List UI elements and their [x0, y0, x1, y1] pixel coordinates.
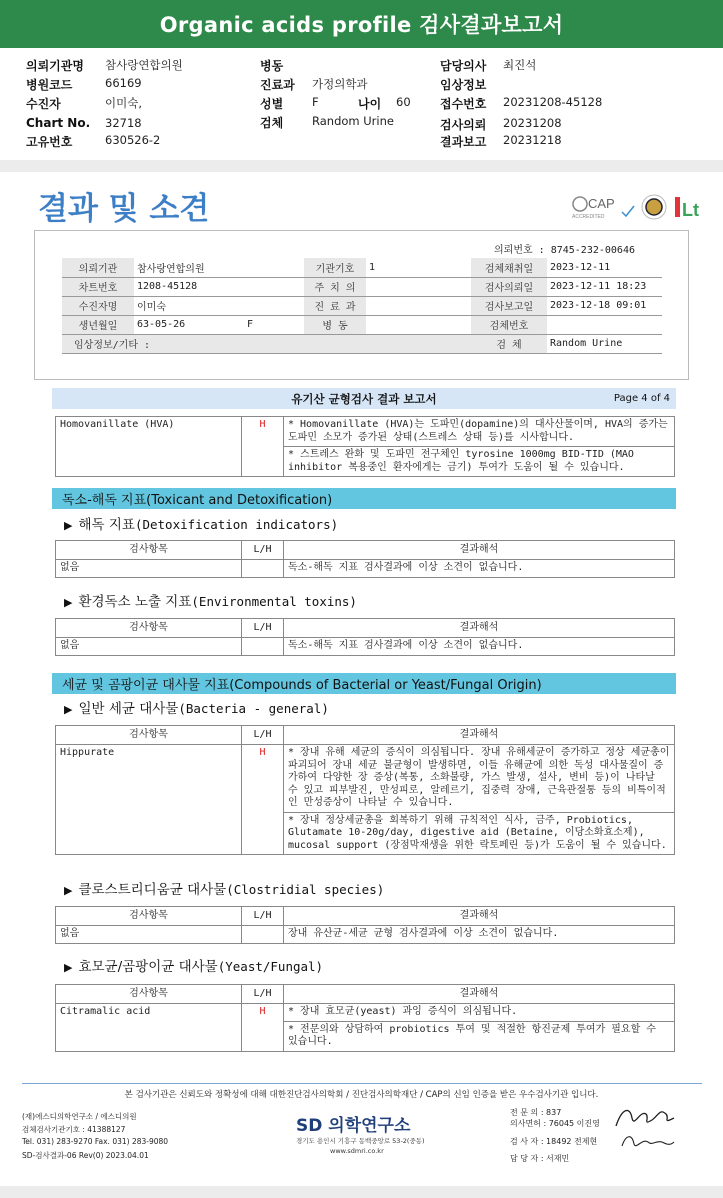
info-key: 생년월일 — [62, 315, 134, 334]
result-note: * Homovanillate (HVA)는 도파민(dopamine)의 대사산물이며, HVA의 증가는 도파민 소모가 증가된 상태(스트레스 상태 등)를 시사합니다. — [284, 417, 675, 447]
section-bar-bacterial: 세균 및 곰팡이균 대사물 지표(Compounds of Bacterial or Yeast/Fungal Origin) — [52, 673, 676, 694]
flag — [242, 638, 284, 656]
info-table — [62, 258, 662, 354]
subsection-title-en: (Bacteria - general) — [178, 701, 329, 716]
result-note: * 전문의와 상담하여 probiotics 투여 및 적절한 항진균제 투여가 필요할 수 있습니다. — [284, 1021, 675, 1051]
flag-high: H — [242, 1004, 284, 1052]
flag-high: H — [242, 417, 284, 477]
subsection-clostridial — [64, 878, 384, 898]
header-value: 20231208 — [503, 116, 562, 130]
report-title: Organic acids profile 검사결과보고서 — [159, 13, 564, 37]
info-key: 진 료 과 — [304, 296, 366, 315]
header-label: 진료과 — [260, 78, 295, 92]
result-table-general — [55, 725, 675, 855]
report-banner — [0, 0, 723, 48]
header-value: 66169 — [105, 76, 142, 90]
info-key: 검사보고일 — [471, 296, 547, 315]
subsection-yeast — [64, 955, 323, 975]
result-table-yeast — [55, 984, 675, 1052]
test-item: 없음 — [56, 926, 242, 944]
subsection-title-en: (Yeast/Fungal) — [217, 959, 324, 974]
table-header — [56, 907, 675, 926]
info-key: 의뢰기관 — [62, 258, 134, 277]
section-title: 결과 및 소견 — [38, 191, 210, 227]
info-key: 주 치 의 — [304, 277, 366, 296]
header-value: F — [312, 95, 319, 109]
lab-logo-text: Lt — [682, 200, 699, 220]
sd-logo: SD 의학연구소 — [296, 1116, 411, 1136]
info-key: 검 체 — [471, 334, 547, 353]
info-value: 참사랑연합의원 — [134, 258, 244, 277]
lab-address: 경기도 용인시 기흥구 동백중앙로 53-2(중동) — [296, 1137, 425, 1145]
table-header — [56, 619, 675, 638]
header-value: 32718 — [105, 116, 142, 130]
col-lh: L/H — [242, 726, 284, 745]
header-label: 접수번호 — [440, 97, 487, 111]
tester: 검 사 자 : 18492 전제현 — [510, 1137, 598, 1146]
flag — [242, 560, 284, 578]
header-label: 성별 — [260, 97, 284, 111]
table-row — [56, 926, 675, 944]
form-revision: SD-검사결과-06 Rev(0) 2023.04.01 — [22, 1151, 149, 1160]
header-value: 참사랑연합의원 — [105, 58, 183, 72]
test-item: 없음 — [56, 560, 242, 578]
header-value: 20231208-45128 — [503, 95, 603, 109]
header-label: Chart No. — [26, 116, 91, 130]
col-item: 검사항목 — [56, 619, 242, 638]
cap-logo-text: CAP — [588, 196, 615, 211]
table-row — [56, 745, 675, 813]
triangle-icon: ▶ — [64, 884, 73, 897]
header-value: 20231218 — [503, 133, 562, 147]
header-label: 병동 — [260, 59, 284, 73]
info-key: 검체채취일 — [471, 258, 547, 277]
col-lh: L/H — [242, 907, 284, 926]
col-result: 결과해석 — [284, 907, 675, 926]
page-indicator: Page 4 of 4 — [613, 393, 670, 404]
header-value: Random Urine — [312, 114, 394, 128]
footer-divider — [22, 1083, 702, 1084]
info-row — [62, 277, 662, 296]
info-value — [244, 296, 304, 315]
info-value: 2023-12-18 09:01 — [547, 296, 662, 315]
subsection-detox — [64, 513, 338, 533]
col-result: 결과해석 — [284, 541, 675, 560]
info-key: 기관기호 — [304, 258, 366, 277]
info-row — [62, 315, 662, 334]
subsection-title-en: (Detoxification indicators) — [134, 517, 339, 532]
check-icon — [622, 206, 634, 216]
info-key: 검사의뢰일 — [471, 277, 547, 296]
info-key: 차트번호 — [62, 277, 134, 296]
seal-inner-icon — [646, 199, 662, 215]
flag-high: H — [242, 745, 284, 855]
result-table-clostridial — [55, 906, 675, 944]
header-value: 가정의학과 — [312, 77, 368, 91]
header-label: 검체 — [260, 116, 284, 130]
header-value: 최진석 — [503, 58, 537, 72]
certification-note: 본 검사기관은 신뢰도와 정확성에 대해 대한진단검사의학회 / 진단검사의학재단 / CAP의 신임 인증을 받은 우수검사기관 입니다. — [124, 1090, 599, 1100]
info-value: F — [244, 315, 304, 334]
col-result: 결과해석 — [284, 985, 675, 1004]
staff-in-charge: 담 당 자 : 서재민 — [510, 1154, 570, 1163]
info-value — [244, 258, 304, 277]
subsection-title: 환경독소 노출 지표 — [78, 594, 192, 610]
info-key: 병 동 — [304, 315, 366, 334]
info-value: 1 — [366, 258, 471, 277]
request-number: 의뢰번호 : 8745-232-00646 — [494, 245, 635, 256]
col-lh: L/H — [242, 619, 284, 638]
table-header — [56, 726, 675, 745]
test-item: Hippurate — [56, 745, 242, 855]
info-value: 1208-45128 — [134, 277, 244, 296]
header-label: 담당의사 — [440, 59, 487, 73]
header-value: 630526-2 — [105, 133, 161, 147]
table-row — [56, 1004, 675, 1022]
lab-website: www.sdmri.co.kr — [330, 1147, 384, 1155]
info-value — [366, 277, 471, 296]
header-label: 고유번호 — [26, 135, 73, 149]
lab-name: (재)에스디의학연구소 / 에스디의원 — [22, 1112, 137, 1121]
col-lh: L/H — [242, 985, 284, 1004]
report-title-bar — [52, 388, 676, 409]
cap-logo-icon — [573, 197, 587, 211]
header-label: 검사의뢰 — [440, 118, 487, 132]
result-note: * 장내 효모균(yeast) 과잉 증식이 의심됩니다. — [284, 1004, 675, 1022]
col-lh: L/H — [242, 541, 284, 560]
info-value — [366, 315, 471, 334]
result-note: 장내 유산균-세균 균형 검사결과에 이상 소견이 없습니다. — [284, 926, 675, 944]
table-header — [56, 985, 675, 1004]
info-value — [244, 277, 304, 296]
header-value: 이미숙, — [105, 96, 142, 110]
section-bar-toxicant: 독소-해독 지표(Toxicant and Detoxification) — [52, 488, 676, 509]
col-item: 검사항목 — [56, 907, 242, 926]
info-value: 2023-12-11 18:23 — [547, 277, 662, 296]
result-table-env — [55, 618, 675, 656]
subsection-title: 일반 세균 대사물 — [78, 701, 179, 717]
header-label: 의뢰기관명 — [26, 59, 84, 73]
info-value: 이미숙 — [134, 296, 244, 315]
signature-2-icon — [612, 1128, 680, 1156]
lab-code: 검체검사기관기호 : 41388127 — [22, 1125, 126, 1134]
info-key: 수진자명 — [62, 296, 134, 315]
report-subtitle: 유기산 균형검사 결과 보고서 — [291, 391, 437, 406]
col-result: 결과해석 — [284, 726, 675, 745]
col-item: 검사항목 — [56, 985, 242, 1004]
header-label: 병원코드 — [26, 78, 73, 92]
cap-logo-sub: ACCREDITED — [572, 214, 605, 220]
triangle-icon: ▶ — [64, 596, 73, 609]
subsection-general — [64, 697, 329, 717]
result-note: * 장내 정상세균총을 회복하기 위해 규칙적인 식사, 금주, Probiotics, Glutamate 10-20g/day, digestive aid (Betaine, 이당소화효소제), mucosal support (장점막재생을 위한 락토페린 등)가 도움이 될 수 있습니다. — [284, 812, 675, 855]
table-row — [56, 638, 675, 656]
result-table-detox — [55, 540, 675, 578]
accreditation-logos — [570, 190, 720, 224]
table-row — [56, 417, 675, 447]
result-note: * 스트레스 완화 및 도파민 전구체인 tyrosine 1000mg BID-TID (MAO inhibitor 복용중인 환자에게는 금기) 투여가 도움이 될 수 있습니다. — [284, 447, 675, 477]
test-item: Homovanillate (HVA) — [56, 417, 242, 477]
info-row — [62, 258, 662, 277]
result-note: 독소-해독 지표 검사결과에 이상 소견이 없습니다. — [284, 560, 675, 578]
info-key: 검체번호 — [471, 315, 547, 334]
test-item: 없음 — [56, 638, 242, 656]
result-note: 독소-해독 지표 검사결과에 이상 소견이 없습니다. — [284, 638, 675, 656]
info-value — [547, 315, 662, 334]
header-label: 나이 — [358, 97, 382, 111]
subsection-title: 해독 지표 — [78, 517, 135, 533]
test-item: Citramalic acid — [56, 1004, 242, 1052]
info-row — [62, 334, 662, 353]
table-header — [56, 541, 675, 560]
col-item: 검사항목 — [56, 726, 242, 745]
lab-contact: Tel. 031) 283-9270 Fax. 031) 283-9080 — [22, 1137, 169, 1146]
result-table-hva — [55, 416, 675, 477]
info-row — [62, 296, 662, 315]
header-label: 임상정보 — [440, 78, 487, 92]
col-item: 검사항목 — [56, 541, 242, 560]
info-value: 63-05-26 — [134, 315, 244, 334]
header-value: 60 — [396, 95, 411, 109]
col-result: 결과해석 — [284, 619, 675, 638]
subsection-title-en: (Environmental toxins) — [191, 594, 357, 609]
specimen-value: Random Urine — [547, 334, 662, 353]
header-label: 결과보고 — [440, 135, 487, 149]
info-value: 2023-12-11 — [547, 258, 662, 277]
info-value — [366, 296, 471, 315]
license: 의사면허 : 76045 이진영 — [510, 1119, 600, 1128]
header-label: 수진자 — [26, 97, 61, 111]
flag — [242, 926, 284, 944]
subsection-title: 효모균/곰팡이균 대사물 — [78, 959, 218, 975]
specialist: 전 문 의 : 837 — [510, 1108, 562, 1117]
lab-logo-bar-icon — [675, 197, 680, 217]
subsection-env — [64, 590, 357, 610]
triangle-icon: ▶ — [64, 961, 73, 974]
triangle-icon: ▶ — [64, 519, 73, 532]
clinical-info-label: 임상정보/기타 : — [62, 334, 471, 353]
table-row — [56, 560, 675, 578]
result-note: * 장내 유해 세균의 증식이 의심됩니다. 장내 유해세균이 증가하고 정상 세균총이 파괴되어 장내 세균 불균형이 발생하면, 이들 유해균에 의한 독성 대사물질이 증가하여 다양한 장 증상(복통, 소화불량, 가스 발생, 설사, 변비 등)이 나타날 수 있고 피부발진, 만성피로, 알레르기, 집중력 장애, 근육관절통 등의 비특이적인 만성증상이 나타날 수 있습니다. — [284, 745, 675, 813]
subsection-title: 클로스트리디움균 대사물 — [78, 882, 227, 898]
triangle-icon: ▶ — [64, 703, 73, 716]
subsection-title-en: (Clostridial species) — [226, 882, 385, 897]
